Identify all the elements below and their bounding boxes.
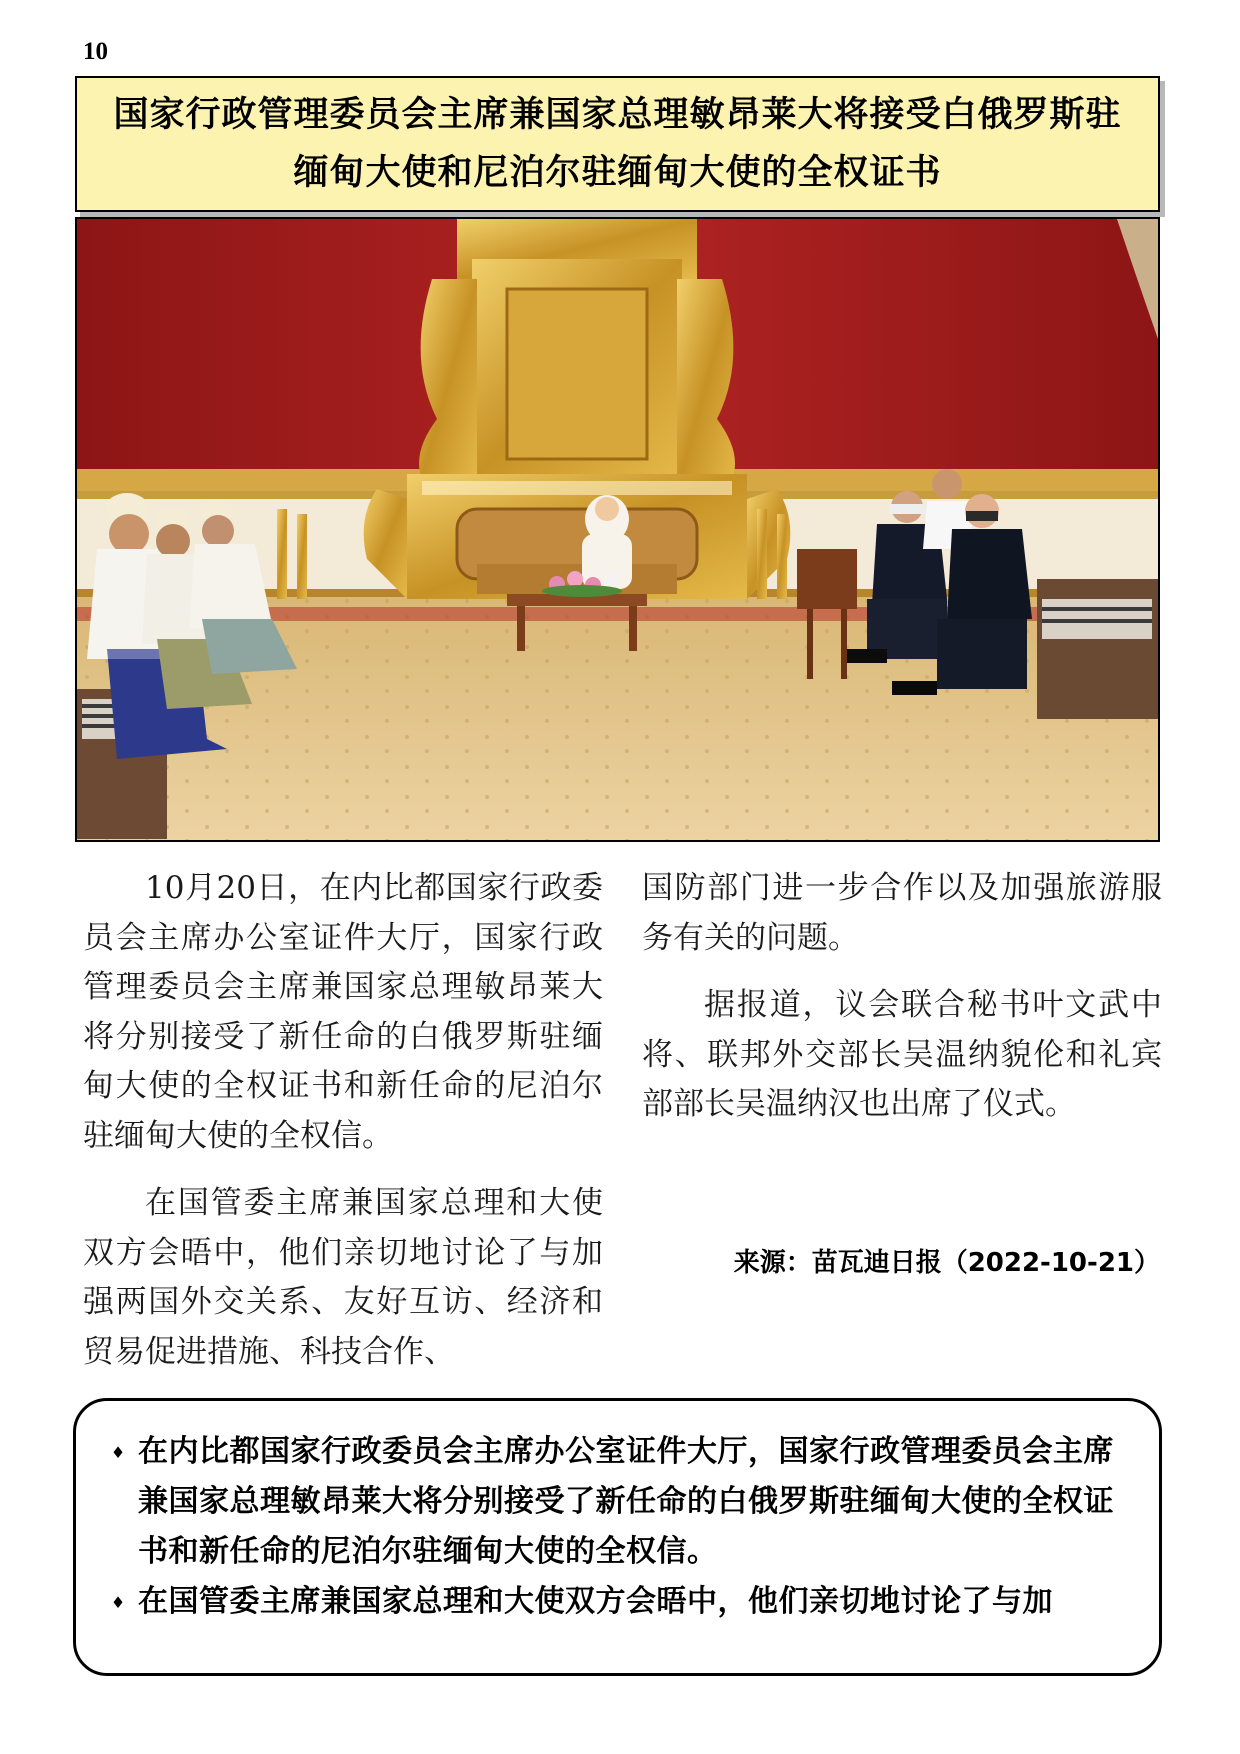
summary-item [98, 1577, 1131, 1629]
headline-line-1: 国家行政管理委员会主席兼国家总理敏昂莱大将接受白俄罗斯驻 [113, 95, 1122, 135]
summary-box [73, 1398, 1162, 1676]
summary-item-text: 在国管委主席兼国家总理和大使双方会晤中，他们亲切地讨论了与加 [138, 1584, 1053, 1619]
article-paragraph-1: 10月20日，在内比都国家行政委员会主席办公室证件大厅，国家行政管理委员会主席兼国家总理敏昂莱大将分别接受了新任命的白俄罗斯驻缅甸大使的全权证书和新任命的尼泊尔驻缅甸大使的全权信。 [83, 870, 603, 1154]
article-paragraph-2-continued: 国防部门进一步合作以及加强旅游服务有关的问题。 [642, 870, 1162, 956]
diamond-bullet-icon: ♦ [110, 1443, 126, 1462]
article-column-right [642, 864, 1162, 1148]
summary-item [98, 1427, 1131, 1577]
article-source: 来源：苗瓦迪日报（2022-10-21） [733, 1248, 1160, 1278]
headline-box [75, 76, 1160, 212]
ceremony-photo [75, 217, 1160, 842]
headline-line-2: 缅甸大使和尼泊尔驻缅甸大使的全权证书 [293, 153, 942, 193]
diamond-bullet-icon: ♦ [110, 1593, 126, 1612]
article-column-left [83, 864, 603, 1395]
summary-item-text: 在内比都国家行政委员会主席办公室证件大厅，国家行政管理委员会主席兼国家总理敏昂莱大将分别接受了新任命的白俄罗斯驻缅甸大使的全权证书和新任命的尼泊尔驻缅甸大使的全权信。 [138, 1434, 1114, 1569]
page-number: 10 [83, 38, 108, 65]
article-paragraph-2: 在国管委主席兼国家总理和大使双方会晤中，他们亲切地讨论了与加强两国外交关系、友好互访、经济和贸易促进措施、科技合作、 [83, 1185, 603, 1370]
article-paragraph-3: 据报道，议会联合秘书叶文武中将、联邦外交部长吴温纳貌伦和礼宾部部长吴温纳汉也出席了仪式。 [642, 987, 1162, 1122]
